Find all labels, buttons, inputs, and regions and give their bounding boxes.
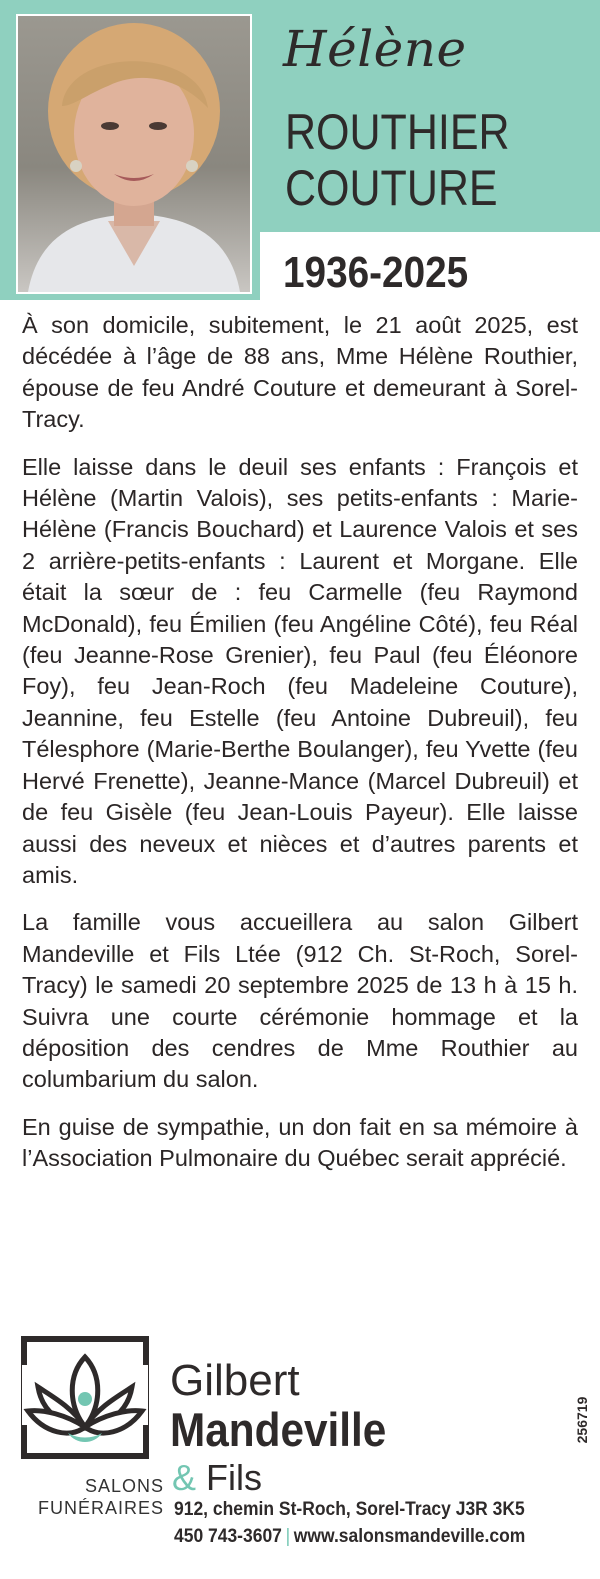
obituary-paragraph: Elle laisse dans le deuil ses enfants : François et Hélène (Martin Valois), ses petits-enfants : Marie-Hélène (Francis Bouchard) et Laurence Valois et ses 2 arrière-petits-enfants : Laurent et Morgane. Elle était la sœur de : feu Carmelle (feu Raymond McDonald), feu Émilien (feu Angéline Côté), feu Réal (feu Jeanne-Rose Grenier), feu Paul (feu Éléonore Foy), feu Jean-Roch (feu Madeleine Couture), Jeannine, feu Estelle (feu Antoine Dubreuil), feu Télesphore (Marie-Berthe Boulanger), feu Yvette (feu Hervé Frenette), Jeanne-Mance (Marcel Dubreuil) et de feu Gisèle (feu Jean-Louis Payeur). Elle laisse aussi des neveux et nièces et d’autres parents et amis. — [22, 453, 578, 888]
life-years: 1936-2025 — [283, 248, 469, 297]
last-name-2: COUTURE — [285, 160, 498, 216]
brand-gilbert: Gilbert — [170, 1356, 300, 1405]
portrait-photo — [18, 16, 250, 292]
portrait-illustration — [18, 16, 250, 292]
obituary-paragraph: À son domicile, subitement, le 21 août 2025, est décédée à l’âge de 88 ans, Mme Hélène Routhier, épouse de feu André Couture et demeurant à Sorel-Tracy. — [22, 312, 578, 433]
brand-mandeville: Mandeville — [170, 1403, 387, 1456]
brand-fils-text: Fils — [206, 1457, 263, 1498]
contact-separator: | — [285, 1526, 291, 1547]
funeral-home-address: 912, chemin St-Roch, Sorel-Tracy J3R 3K5 — [174, 1499, 525, 1520]
portrait-frame — [16, 14, 252, 294]
last-name-1: ROUTHIER — [285, 104, 510, 160]
lotus-logo-icon — [20, 1335, 150, 1460]
brand-ampersand: & — [172, 1457, 197, 1498]
obituary-paragraph: En guise de sympathie, un don fait en sa mémoire à l’Association Pulmonaire du Québec serait apprécié. — [22, 1113, 578, 1172]
phone-number: 450 743-3607 — [174, 1526, 282, 1547]
reference-number: 256719 — [574, 1396, 590, 1444]
obituary-text — [22, 310, 578, 1191]
funeral-home-logo — [20, 1335, 150, 1460]
obituary-paragraph: La famille vous accueillera au salon Gilbert Mandeville et Fils Ltée (912 Ch. St-Roch, Sorel-Tracy) le samedi 20 septembre 2025 de 13 h à 15 h. Suivra une courte cérémonie hommage et la déposition des cendres de Mme Routhier au columbarium du salon. — [22, 909, 578, 1093]
funeral-home-contact — [174, 1526, 525, 1548]
salons-label: SALONS — [84, 1476, 164, 1496]
last-names — [285, 104, 510, 216]
brand-fils — [172, 1457, 262, 1499]
website-link[interactable]: www.salonsmandeville.com — [293, 1526, 526, 1547]
first-name: Hélène — [283, 20, 467, 78]
salons-funeraires-label — [36, 1475, 164, 1519]
funeraires-label: FUNÉRAIRES — [37, 1498, 164, 1518]
